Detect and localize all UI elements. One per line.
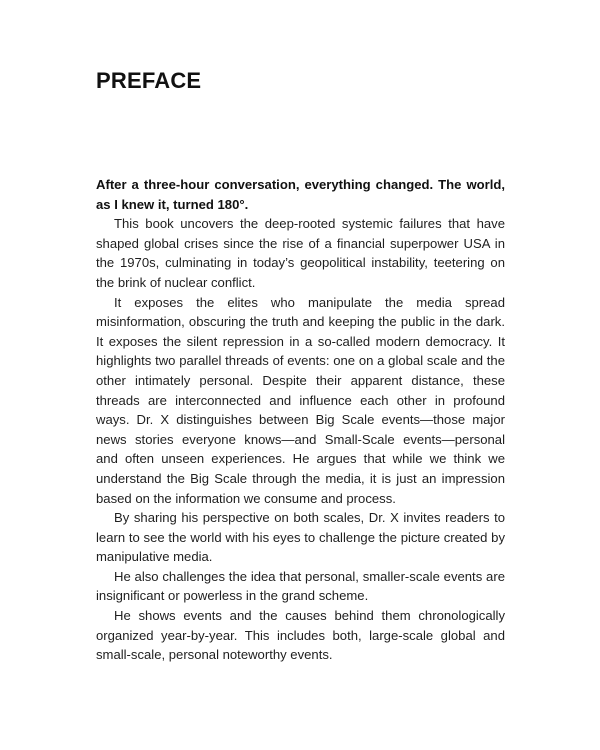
paragraph-5: He shows events and the causes behind them chronologically organized year-by-year. This includes both, large-scale global and small-scale, personal noteworthy events. [96, 608, 505, 663]
paragraph-3: By sharing his perspective on both scales, Dr. X invites readers to learn to see the world with his eyes to challenge the picture created by manipulative media. [96, 510, 505, 565]
page-title: PREFACE [96, 68, 202, 93]
paragraph-4: He also challenges the idea that personal, smaller-scale events are insignificant or powerless in the grand scheme. [96, 568, 505, 604]
paragraph-2: It exposes the elites who manipulate the media spread misinformation, obscuring the truth and keeping the public in the dark. It exposes the silent repression in a so-called modern democracy. It highlights two parallel threads of events: one on a global scale and the other intimately personal. Despite their apparent distance, these threads are interconnected and influence each other in profound ways. Dr. X distinguishes between Big Scale events—those major news stories everyone knows—and Small-Scale events—personal and often unseen experiences. He argues that while we think we understand the Big Scale through the media, it is just an impression based on the information we consume and process. [96, 294, 505, 506]
lead-paragraph: After a three-hour conversation, everything changed. The world, as I knew it, turned 180°. [96, 177, 505, 212]
preface-body [96, 175, 505, 665]
paragraph-1: This book uncovers the deep-rooted systemic failures that have shaped global crises since the rise of a financial superpower USA in the 1970s, culminating in today’s geopolitical instability, teetering on the brink of nuclear conflict. [96, 216, 505, 290]
